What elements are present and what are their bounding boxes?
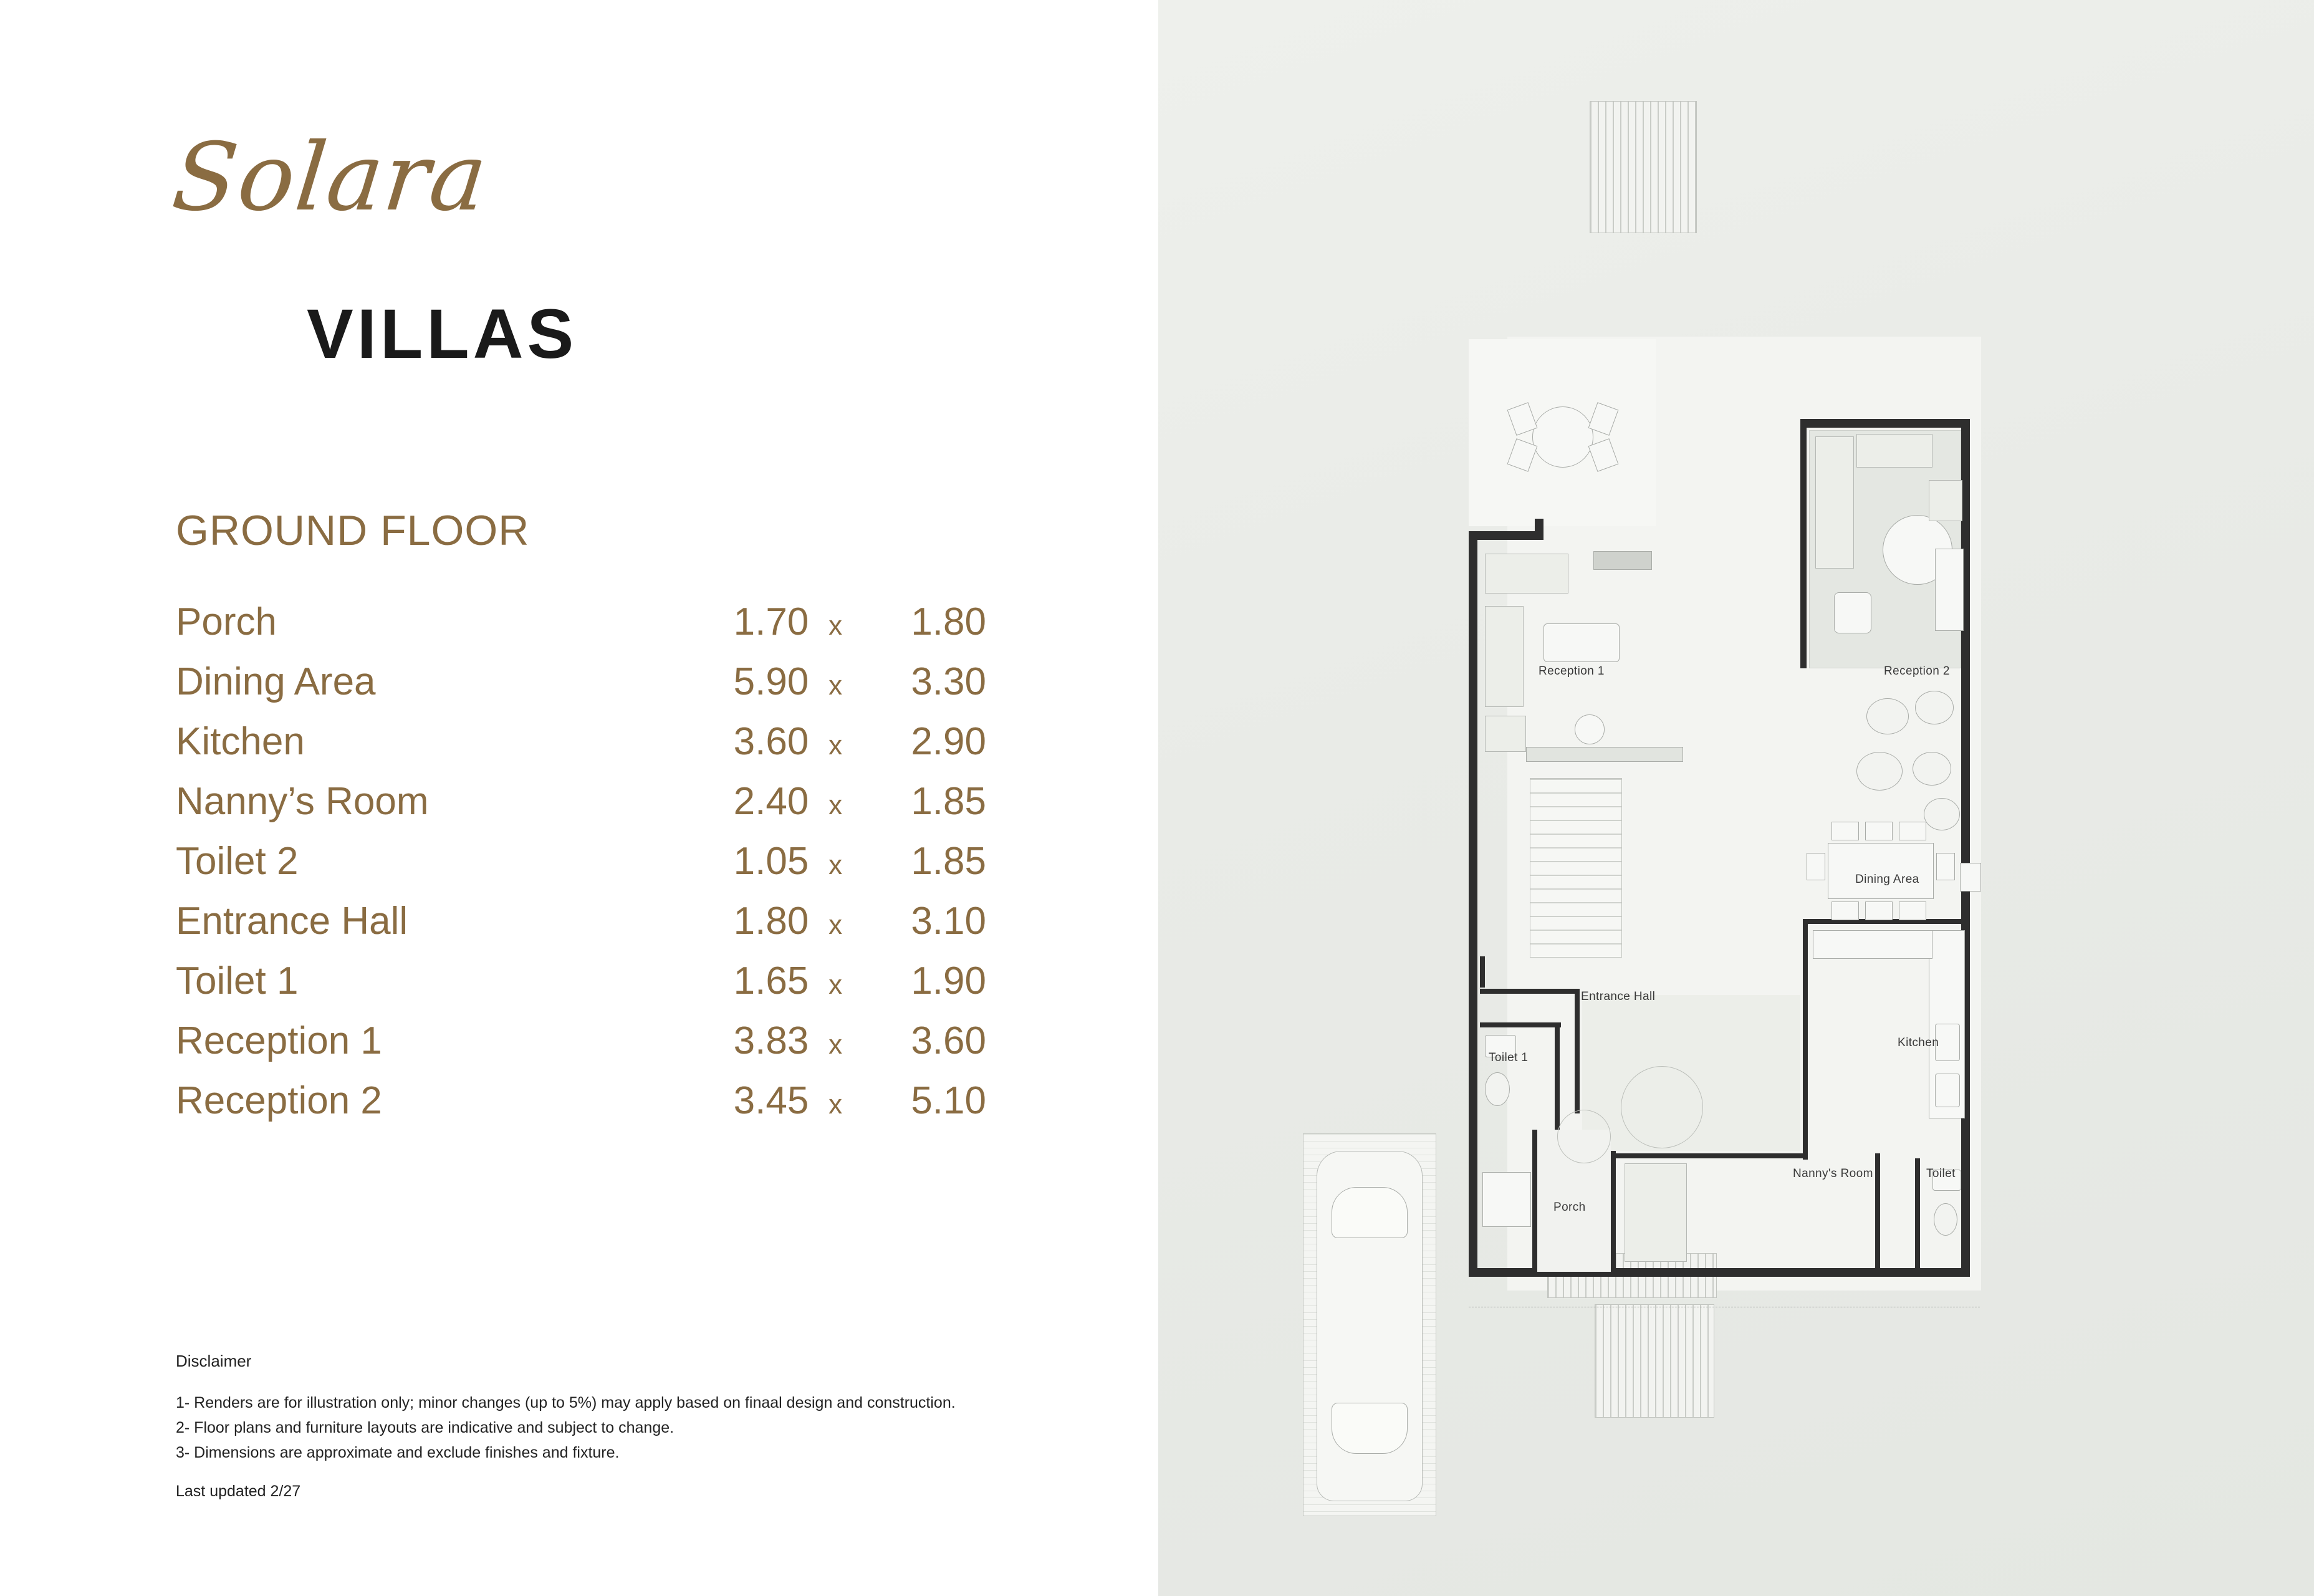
coffee-table-reception1 — [1543, 623, 1620, 662]
lounge-chair — [1924, 798, 1960, 830]
nanny-bed — [1625, 1163, 1687, 1262]
door-swing-entrance — [1621, 1066, 1703, 1148]
dining-chair — [1865, 901, 1893, 920]
console-reception2 — [1935, 549, 1964, 631]
table-row — [176, 839, 986, 899]
room-height: 1.80 — [911, 600, 986, 643]
table-row — [176, 600, 986, 660]
lounge-chair — [1913, 752, 1951, 786]
wall-left-exterior — [1469, 531, 1477, 1277]
room-width: 3.45 — [733, 1079, 809, 1122]
side-table-reception1 — [1575, 714, 1605, 744]
interior-staircase — [1530, 778, 1622, 958]
kitchen-island-counter — [1526, 747, 1683, 762]
wall-toilet2-left — [1915, 1158, 1920, 1272]
wall-right-exterior — [1961, 419, 1970, 1277]
room-name: Toilet 1 — [176, 959, 299, 1002]
disclaimer-heading: Disclaimer — [176, 1352, 252, 1370]
plan-label-porch: Porch — [1553, 1201, 1586, 1214]
room-x-separator: x — [828, 1029, 843, 1060]
room-width: 1.70 — [733, 600, 809, 643]
exterior-steps-bottom — [1595, 1304, 1714, 1418]
car-windshield — [1332, 1187, 1408, 1238]
room-x-separator: x — [828, 610, 843, 641]
wall-hall-left — [1480, 989, 1580, 994]
wall-upper-left-riser — [1535, 519, 1543, 540]
room-height: 1.85 — [911, 840, 986, 883]
plan-label-toilet-1: Toilet 1 — [1489, 1051, 1529, 1064]
dining-chair — [1936, 853, 1955, 880]
plan-label-reception-1: Reception 1 — [1539, 665, 1605, 678]
room-dimensions-table — [176, 600, 986, 1138]
room-width: 1.80 — [733, 900, 809, 943]
lounge-chair — [1856, 752, 1903, 791]
room-height: 3.30 — [911, 660, 986, 703]
disclaimer-line: 3- Dimensions are approximate and exclude finishes and fixture. — [176, 1444, 620, 1461]
page-title: GROUND FLOOR — [176, 507, 530, 554]
room-height: 1.85 — [911, 780, 986, 823]
room-width: 5.90 — [733, 660, 809, 703]
room-x-separator: x — [828, 790, 843, 820]
wall-kitchen-left — [1803, 923, 1808, 1160]
toilet2-wc — [1934, 1203, 1957, 1236]
wall-toilet1-top — [1480, 1022, 1561, 1027]
room-width: 1.65 — [733, 959, 809, 1002]
dining-chair — [1832, 822, 1859, 840]
room-height: 3.60 — [911, 1019, 986, 1062]
floorplan-panel — [1158, 0, 2314, 1596]
disclaimer-line: 2- Floor plans and furniture layouts are indicative and subject to change. — [176, 1419, 675, 1436]
kitchen-stove — [1935, 1074, 1960, 1107]
wall-toilet1-right — [1555, 1022, 1560, 1135]
disclaimer-body — [176, 1390, 956, 1465]
kitchen-counter-top — [1813, 930, 1932, 959]
room-name: Reception 2 — [176, 1079, 382, 1122]
room-name: Toilet 2 — [176, 840, 299, 883]
wall-hall-right — [1575, 989, 1580, 1113]
plan-label-reception-2: Reception 2 — [1884, 665, 1950, 678]
room-height: 2.90 — [911, 720, 986, 763]
toilet1-wc — [1485, 1072, 1510, 1106]
room-x-separator: x — [828, 730, 843, 761]
brand-logo-villas: VILLAS — [307, 295, 578, 373]
wall-stair-partition — [1480, 956, 1485, 988]
room-width: 1.05 — [733, 840, 809, 883]
plan-label-entrance-hall: Entrance Hall — [1581, 990, 1656, 1003]
car-rear-window — [1332, 1403, 1408, 1454]
sofa-reception2-top — [1856, 434, 1932, 468]
tv-unit-reception1 — [1593, 551, 1652, 570]
room-x-separator: x — [828, 969, 843, 1000]
dining-chair — [1865, 822, 1893, 840]
room-height: 5.10 — [911, 1079, 986, 1122]
table-row — [176, 899, 986, 959]
room-height: 1.90 — [911, 959, 986, 1002]
utility-box — [1482, 1172, 1531, 1227]
room-x-separator: x — [828, 1089, 843, 1120]
room-width: 3.60 — [733, 720, 809, 763]
door-swing-porch — [1557, 1110, 1611, 1163]
wall-top-exterior — [1804, 419, 1970, 428]
sofa-reception2 — [1815, 436, 1854, 569]
wall-inner-vertical — [1800, 419, 1807, 668]
armchair-reception2 — [1929, 480, 1962, 521]
wall-nanny-top — [1616, 1153, 1803, 1158]
room-width: 2.40 — [733, 780, 809, 823]
table-row — [176, 1019, 986, 1079]
last-updated-text: Last updated 2/27 — [176, 1483, 301, 1500]
plan-label-toilet-2: Toilet — [1926, 1167, 1956, 1180]
wall-upper-left-step — [1469, 531, 1543, 540]
exterior-steps-top — [1590, 101, 1697, 233]
armchair-reception1 — [1485, 716, 1526, 752]
plan-label-kitchen: Kitchen — [1898, 1036, 1939, 1049]
sofa-reception1-left — [1485, 606, 1524, 707]
room-name: Porch — [176, 600, 277, 643]
table-row — [176, 660, 986, 719]
terrace-table — [1532, 406, 1593, 468]
room-name: Entrance Hall — [176, 900, 408, 943]
brand-logo-script: Solara — [167, 123, 493, 232]
room-name: Nanny’s Room — [176, 780, 429, 823]
wall-nanny-right — [1875, 1153, 1880, 1272]
room-width: 3.83 — [733, 1019, 809, 1062]
floorplan-drawing — [1158, 0, 2314, 1596]
lounge-chair — [1915, 691, 1954, 724]
wall-porch-left — [1532, 1130, 1537, 1273]
room-height: 3.10 — [911, 900, 986, 943]
room-x-separator: x — [828, 850, 843, 880]
table-row — [176, 1079, 986, 1138]
table-row — [176, 779, 986, 839]
disclaimer-line: 1- Renders are for illustration only; minor changes (up to 5%) may apply based on finaal design and construction. — [176, 1394, 956, 1411]
room-name: Kitchen — [176, 720, 305, 763]
table-row — [176, 719, 986, 779]
dining-chair — [1832, 901, 1859, 920]
dining-table — [1828, 843, 1934, 899]
dining-chair — [1899, 822, 1926, 840]
room-name: Dining Area — [176, 660, 376, 703]
lounge-chair — [1866, 698, 1909, 734]
room-x-separator: x — [828, 670, 843, 701]
side-table-reception2 — [1834, 592, 1871, 633]
sofa-reception1 — [1485, 554, 1568, 594]
room-name: Reception 1 — [176, 1019, 382, 1062]
table-row — [176, 959, 986, 1019]
wall-porch-right — [1611, 1130, 1616, 1273]
plan-label-dining-area: Dining Area — [1855, 873, 1919, 886]
room-x-separator: x — [828, 910, 843, 940]
dining-chair — [1807, 853, 1825, 880]
window-marker-right — [1960, 863, 1981, 892]
dining-chair — [1899, 901, 1926, 920]
plan-label-nannys-room: Nanny's Room — [1793, 1167, 1873, 1180]
